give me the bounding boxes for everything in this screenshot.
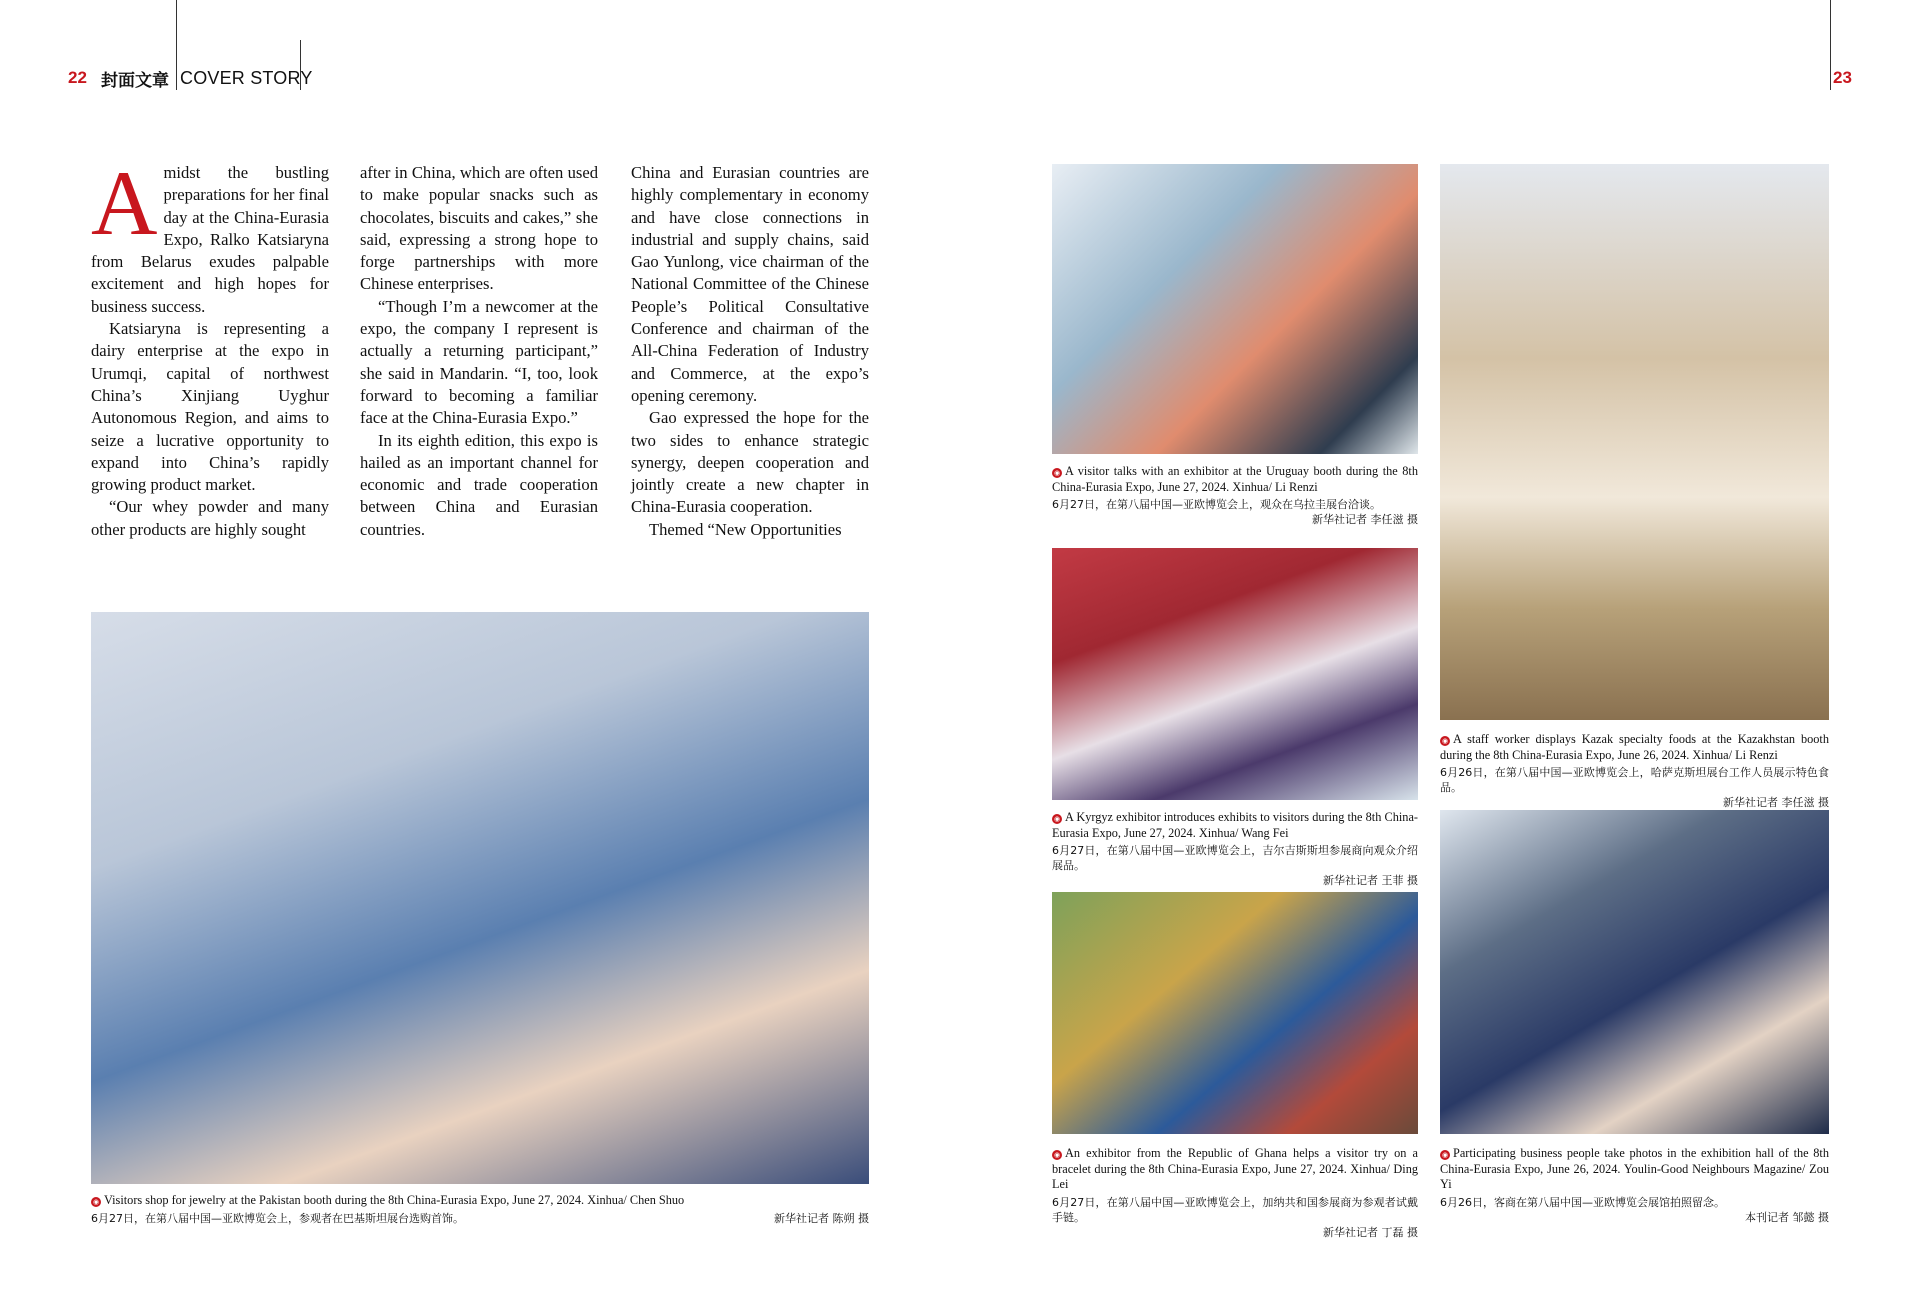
- caption-credit: 新华社记者 丁磊 摄: [1323, 1225, 1418, 1239]
- caption-en: An exhibitor from the Republic of Ghana helps a visitor try on a bracelet during the 8th China-Eurasia Expo, June 27, 2024. Xinhua/ Ding Lei: [1052, 1146, 1418, 1191]
- camera-icon: ◉: [1441, 1151, 1449, 1159]
- paragraph: “Our whey powder and many other products are highly sought: [91, 497, 329, 539]
- caption-credit: 新华社记者 王菲 摄: [1323, 874, 1418, 887]
- paragraph: Themed “New Opportunities: [649, 519, 842, 539]
- section-title-en: COVER STORY: [180, 68, 313, 88]
- caption-credit: 新华社记者 李任滋 摄: [1312, 513, 1418, 526]
- caption-business-people: [1440, 1146, 1829, 1225]
- camera-icon: ◉: [1053, 815, 1061, 823]
- header-divider-page-right: [1830, 0, 1831, 90]
- paragraph: “Though I’m a newcomer at the expo, the company I represent is actually a returning participant,” she said in Mandarin. “I, too, look forward to becoming a familiar face at the China-Eurasia Expo.”: [360, 296, 598, 428]
- page-number-right: 23: [1833, 68, 1852, 87]
- caption-credit: 新华社记者 陈朔 摄: [774, 1211, 869, 1225]
- caption-credit: 新华社记者 李任滋 摄: [1723, 796, 1829, 809]
- page-number-left: 22: [68, 68, 87, 87]
- photo-kyrgyz-exhibitor: [1052, 548, 1418, 800]
- caption-pakistan-booth: [91, 1193, 869, 1226]
- caption-uruguay-booth: [1052, 464, 1418, 527]
- article-column-2: [360, 162, 598, 541]
- header-divider-left: [176, 0, 177, 90]
- paragraph: after in China, which are often used to make popular snacks such as chocolates, biscuits and cakes,” she said, expressing a strong hope to forge partnerships with more Chinese enterprises.: [360, 163, 598, 294]
- caption-cn: 6月26日，在第八届中国—亚欧博览会上，哈萨克斯坦展台工作人员展示特色食品。: [1440, 766, 1829, 794]
- caption-kazakhstan-booth: [1440, 732, 1829, 810]
- caption-credit: 本刊记者 邹懿 摄: [1745, 1210, 1829, 1224]
- camera-icon: ◉: [92, 1198, 100, 1206]
- caption-en: A staff worker displays Kazak specialty foods at the Kazakhstan booth during the 8th China-Eurasia Expo, June 26, 2024. Xinhua/ Li Renzi: [1440, 732, 1829, 762]
- caption-en: Participating business people take photos in the exhibition hall of the 8th China-Eurasia Expo, June 26, 2024. Youlin-Good Neighbours Magazine/ Zou Yi: [1440, 1146, 1829, 1191]
- photo-business-people: [1440, 810, 1829, 1134]
- caption-cn: 6月27日，在第八届中国—亚欧博览会上，参观者在巴基斯坦展台选购首饰。: [91, 1211, 464, 1225]
- paragraph: Gao expressed the hope for the two sides to enhance strategic synergy, deepen cooperation and jointly create a new chapter in China-Eurasia cooperation.: [631, 408, 869, 517]
- caption-cn: 6月27日，在第八届中国—亚欧博览会上，吉尔吉斯斯坦参展商向观众介绍展品。: [1052, 844, 1418, 872]
- section-title-cn: 封面文章: [101, 71, 169, 91]
- caption-en: A Kyrgyz exhibitor introduces exhibits to visitors during the 8th China-Eurasia Expo, June 27, 2024. Xinhua/ Wang Fei: [1052, 810, 1418, 840]
- photo-kazakhstan-booth: [1440, 164, 1829, 720]
- photo-pakistan-booth: [91, 612, 869, 1184]
- camera-icon: ◉: [1441, 737, 1449, 745]
- photo-uruguay-booth: [1052, 164, 1418, 454]
- camera-icon: ◉: [1053, 469, 1061, 477]
- paragraph: China and Eurasian countries are highly complementary in economy and have close connections in industrial and supply chains, said Gao Yunlong, vice chairman of the National Committee of the Chinese People’s Political Consultative Conference and chairman of the All-China Federation of Industry and Commerce, at the expo’s opening ceremony.: [631, 163, 869, 405]
- paragraph: Katsiaryna is representing a dairy enterprise at the expo in Urumqi, capital of northwest China’s Xinjiang Uyghur Autonomous Region, and aims to seize a lucrative opportunity to expand into China’s rapidly growing product market.: [91, 319, 329, 495]
- paragraph: midst the bustling preparations for her final day at the China-Eurasia Expo, Ralko Katsiaryna from Belarus exudes palpable excitement and high hopes for business success.: [91, 163, 329, 316]
- article-column-1: [91, 152, 329, 541]
- caption-cn: 6月27日，在第八届中国—亚欧博览会上，观众在乌拉圭展台洽谈。: [1052, 498, 1381, 511]
- camera-icon: ◉: [1053, 1151, 1061, 1159]
- caption-en: A visitor talks with an exhibitor at the Uruguay booth during the 8th China-Eurasia Expo, June 27, 2024. Xinhua/ Li Renzi: [1052, 464, 1418, 494]
- photo-ghana-exhibitor: [1052, 892, 1418, 1134]
- caption-cn: 6月26日，客商在第八届中国—亚欧博览会展馆拍照留念。: [1440, 1195, 1725, 1209]
- article-column-3: [631, 162, 869, 541]
- drop-cap: A: [91, 152, 158, 254]
- caption-ghana-exhibitor: [1052, 1146, 1418, 1240]
- paragraph: In its eighth edition, this expo is hailed as an important channel for economic and trade cooperation between China and Eurasian countries.: [360, 430, 598, 539]
- caption-cn: 6月27日，在第八届中国—亚欧博览会上，加纳共和国参展商为参观者试戴手链。: [1052, 1195, 1418, 1224]
- caption-en: Visitors shop for jewelry at the Pakistan booth during the 8th China-Eurasia Expo, June 27, 2024. Xinhua/ Chen Shuo: [104, 1193, 685, 1207]
- caption-kyrgyz-exhibitor: [1052, 810, 1418, 888]
